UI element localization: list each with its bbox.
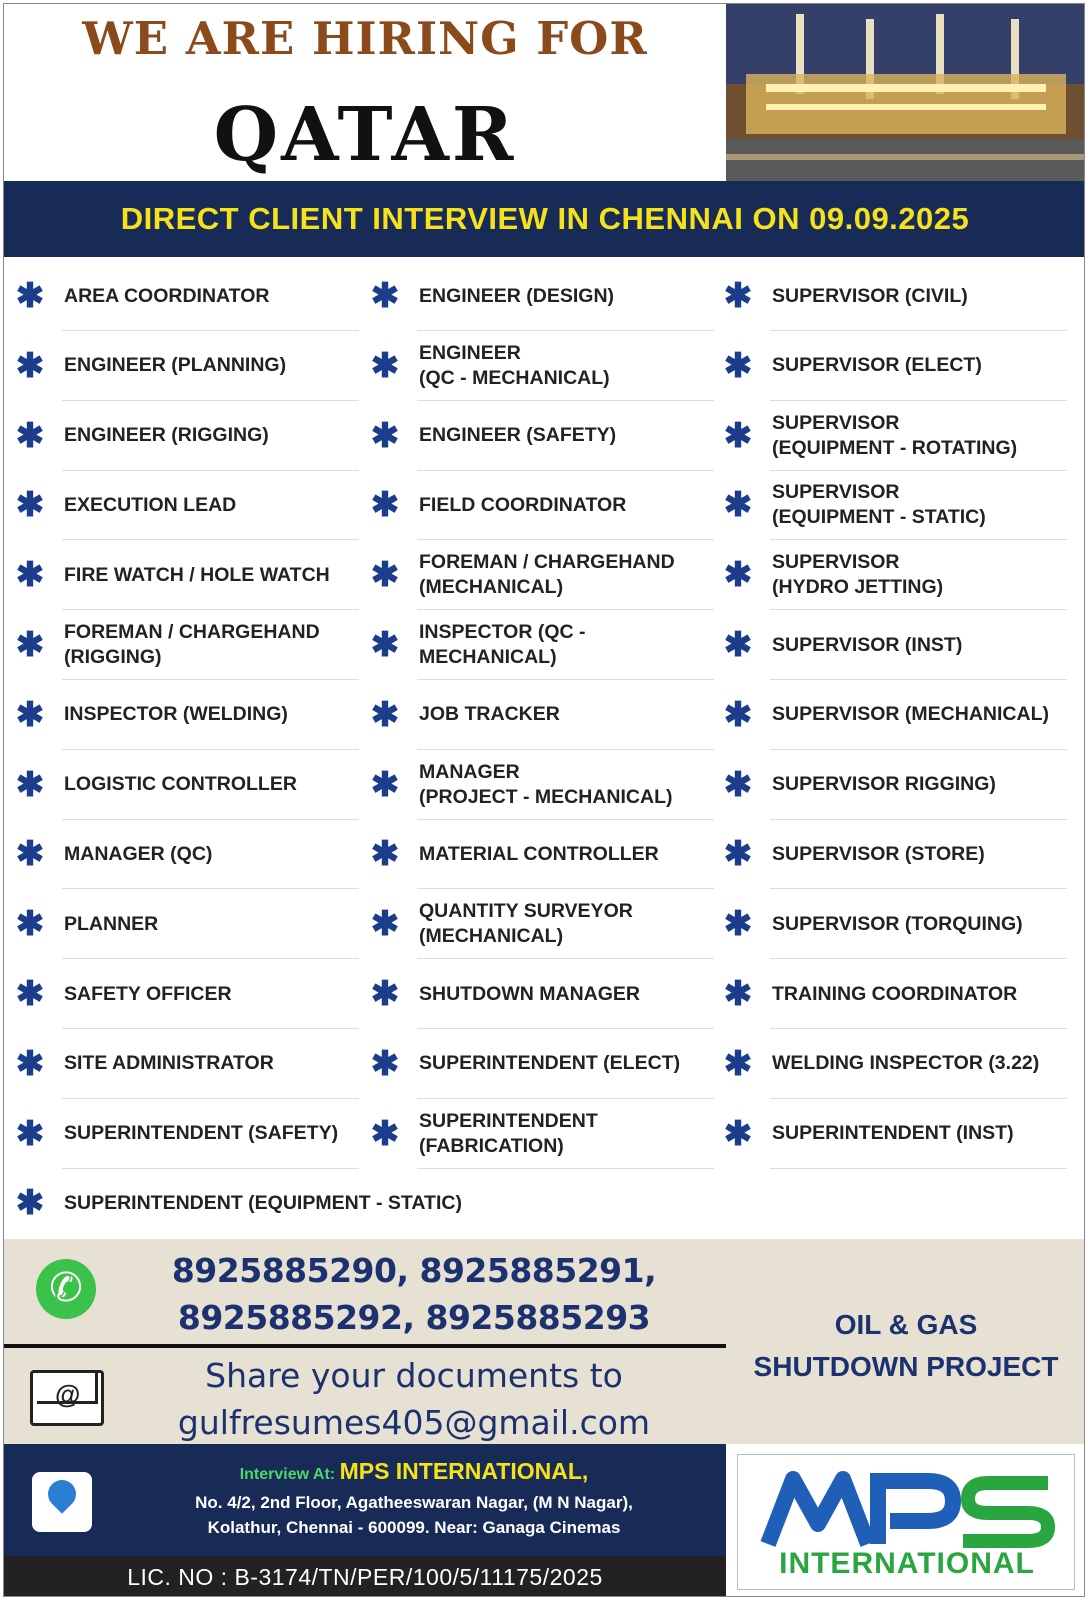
job-title: MANAGER (QC) (64, 842, 213, 865)
job-item (4, 401, 359, 471)
job-item (4, 540, 359, 610)
job-item (359, 331, 714, 401)
job-title: EXECUTION LEAD (64, 493, 237, 516)
asterisk-icon: ✱ (370, 556, 400, 595)
job-item (712, 750, 1067, 820)
asterisk-icon: ✱ (370, 277, 400, 315)
job-item (4, 959, 359, 1029)
asterisk-icon: ✱ (723, 975, 753, 1013)
job-title: SUPERVISOR (EQUIPMENT - STATIC) (772, 481, 986, 529)
mps-logo-mark (758, 1469, 1058, 1549)
asterisk-icon: ✱ (723, 626, 753, 664)
job-title: SUPERVISOR (CIVIL) (772, 284, 968, 307)
asterisk-icon: ✱ (370, 1044, 400, 1083)
job-item (359, 680, 714, 750)
phones-line-1[interactable]: 8925885290, 8925885291, (171, 1251, 657, 1290)
job-title: SUPERINTENDENT (ELECT) (419, 1052, 681, 1075)
asterisk-icon: ✱ (370, 486, 400, 525)
job-title: AREA COORDINATOR (64, 284, 270, 307)
interview-banner (4, 181, 1085, 257)
job-title: SUPERINTENDENT (SAFETY) (64, 1122, 339, 1145)
logo-subtitle: INTERNATIONAL (779, 1547, 1035, 1580)
job-title: SUPERVISOR (STORE) (772, 842, 985, 865)
job-item (359, 261, 714, 331)
job-title: SUPERINTENDENT (FABRICATION) (419, 1109, 598, 1157)
asterisk-icon: ✱ (15, 556, 45, 595)
interview-at-label: Interview At: (239, 1466, 336, 1483)
job-item (4, 889, 359, 959)
project-line-2: SHUTDOWN PROJECT (753, 1351, 1059, 1382)
job-title: SUPERVISOR (MECHANICAL) (772, 703, 1049, 726)
asterisk-icon: ✱ (723, 416, 753, 455)
asterisk-icon: ✱ (15, 835, 45, 874)
job-title: FIELD COORDINATOR (419, 493, 627, 516)
job-item (712, 680, 1067, 750)
job-title: FOREMAN / CHARGEHAND (RIGGING) (64, 621, 320, 668)
license-number: LIC. NO : B-3174/TN/PER/100/5/11175/2025 (4, 1556, 726, 1597)
job-list (4, 261, 1085, 1239)
email-block (4, 1348, 726, 1444)
asterisk-icon: ✱ (723, 695, 753, 734)
asterisk-icon: ✱ (370, 416, 400, 455)
company-logo (737, 1454, 1075, 1590)
job-item (359, 1099, 714, 1169)
banner-text: DIRECT CLIENT INTERVIEW IN CHENNAI ON 09.09.2025 (120, 201, 970, 236)
job-title: SUPERVISOR (ELECT) (772, 354, 982, 377)
row-divider (770, 1168, 1067, 1169)
job-title: INSPECTOR (WELDING) (64, 703, 288, 726)
asterisk-icon: ✱ (723, 765, 753, 804)
job-title: SAFETY OFFICER (64, 982, 232, 1005)
row-divider (417, 1168, 714, 1169)
job-item (4, 610, 359, 680)
whatsapp-icon (36, 1259, 96, 1319)
job-item (712, 261, 1067, 331)
asterisk-icon: ✱ (15, 695, 45, 734)
asterisk-icon: ✱ (370, 626, 400, 664)
job-title: JOB TRACKER (419, 703, 560, 726)
job-title: SHUTDOWN MANAGER (419, 982, 640, 1005)
asterisk-icon: ✱ (370, 346, 400, 385)
asterisk-icon: ✱ (723, 1044, 753, 1083)
job-title: QUANTITY SURVEYOR (MECHANICAL) (419, 900, 633, 948)
asterisk-icon: ✱ (723, 346, 753, 385)
interview-location (134, 1458, 694, 1485)
asterisk-icon: ✱ (15, 1184, 45, 1223)
job-item (359, 959, 714, 1029)
job-item (712, 1099, 1067, 1169)
address-footer (4, 1444, 726, 1556)
job-item (4, 1168, 604, 1238)
job-title: SUPERVISOR (INST) (772, 633, 963, 656)
asterisk-icon: ✱ (370, 1114, 400, 1153)
job-title: PLANNER (64, 912, 159, 935)
asterisk-icon: ✱ (723, 1114, 753, 1153)
job-title: SUPERVISOR (TORQUING) (772, 912, 1023, 935)
job-item (4, 819, 359, 889)
job-title: SUPERVISOR (EQUIPMENT - ROTATING) (772, 411, 1018, 459)
job-item (359, 540, 714, 610)
asterisk-icon: ✱ (15, 626, 45, 664)
job-title: MANAGER (PROJECT - MECHANICAL) (419, 760, 673, 808)
asterisk-icon: ✱ (370, 975, 400, 1013)
job-item (712, 819, 1067, 889)
asterisk-icon: ✱ (723, 905, 753, 944)
asterisk-icon: ✱ (15, 416, 45, 455)
job-item (712, 401, 1067, 471)
phones-line-2[interactable]: 8925885292, 8925885293 (177, 1298, 651, 1337)
job-item (712, 889, 1067, 959)
asterisk-icon: ✱ (15, 486, 45, 525)
job-item (359, 470, 714, 540)
job-item (712, 540, 1067, 610)
job-title: ENGINEER (DESIGN) (419, 284, 615, 307)
share-documents-text: Share your documents to (205, 1356, 623, 1395)
job-item (4, 680, 359, 750)
asterisk-icon: ✱ (723, 486, 753, 525)
refinery-illustration (726, 4, 1085, 181)
country-title: QATAR (213, 92, 517, 178)
job-title: SUPERVISOR RIGGING) (772, 773, 996, 796)
job-item (359, 610, 714, 680)
job-title: SITE ADMINISTRATOR (64, 1052, 274, 1075)
email-link[interactable]: gulfresumes405@gmail.com (177, 1403, 651, 1442)
office-address: No. 4/2, 2nd Floor, Agatheeswaran Nagar, (M N Nagar), Kolathur, Chennai - 600099. Near: Ganaga Cinemas (195, 1493, 633, 1537)
asterisk-icon: ✱ (723, 556, 753, 595)
job-item (4, 331, 359, 401)
job-title: ENGINEER (RIGGING) (64, 424, 269, 447)
job-item (4, 1029, 359, 1099)
job-item (712, 610, 1067, 680)
asterisk-icon: ✱ (15, 765, 45, 804)
job-title: ENGINEER (SAFETY) (419, 424, 617, 447)
job-title: ENGINEER (QC - MECHANICAL) (419, 341, 610, 389)
job-item (4, 261, 359, 331)
header (4, 4, 726, 181)
job-item (4, 470, 359, 540)
job-item (712, 470, 1067, 540)
job-title: FIRE WATCH / HOLE WATCH (64, 563, 330, 586)
job-title: FOREMAN / CHARGEHAND (MECHANICAL) (419, 551, 675, 599)
job-title: ENGINEER (PLANNING) (64, 354, 287, 377)
job-item (359, 401, 714, 471)
job-item (359, 819, 714, 889)
asterisk-icon: ✱ (15, 905, 45, 944)
asterisk-icon: ✱ (370, 695, 400, 734)
job-item (4, 750, 359, 820)
hiring-title: WE ARE HIRING FOR (82, 12, 648, 65)
asterisk-icon: ✱ (723, 277, 753, 315)
job-title: WELDING INSPECTOR (3.22) (772, 1052, 1040, 1075)
job-item (359, 1029, 714, 1099)
location-pin-icon (32, 1472, 92, 1532)
job-title: SUPERVISOR (HYDRO JETTING) (772, 551, 944, 599)
job-item (359, 750, 714, 820)
job-title: LOGISTIC CONTROLLER (64, 773, 297, 796)
job-item (712, 959, 1067, 1029)
phone-block (4, 1239, 726, 1343)
asterisk-icon: ✱ (723, 835, 753, 874)
job-item (712, 1029, 1067, 1099)
job-title: INSPECTOR (QC - MECHANICAL) (419, 621, 586, 668)
refinery-photo (726, 4, 1085, 181)
job-title: TRAINING COORDINATOR (772, 982, 1018, 1005)
envelope-icon: @ (30, 1370, 104, 1426)
job-item (359, 889, 714, 959)
phone-numbers (134, 1247, 694, 1341)
job-title: SUPERINTENDENT (INST) (772, 1122, 1014, 1145)
email-text (134, 1352, 694, 1446)
asterisk-icon: ✱ (15, 346, 45, 385)
job-title: MATERIAL CONTROLLER (419, 842, 659, 865)
asterisk-icon: ✱ (15, 1044, 45, 1083)
asterisk-icon: ✱ (370, 905, 400, 944)
job-item (712, 331, 1067, 401)
asterisk-icon: ✱ (370, 765, 400, 804)
flyer (3, 3, 1085, 1597)
project-type (726, 1304, 1085, 1388)
asterisk-icon: ✱ (370, 835, 400, 874)
project-line-1: OIL & GAS (834, 1309, 978, 1340)
company-name: MPS INTERNATIONAL, (339, 1458, 589, 1484)
asterisk-icon: ✱ (15, 1114, 45, 1153)
job-title: SUPERINTENDENT (EQUIPMENT - STATIC) (64, 1191, 462, 1214)
asterisk-icon: ✱ (15, 277, 45, 315)
job-item (4, 1099, 359, 1169)
asterisk-icon: ✱ (15, 975, 45, 1013)
